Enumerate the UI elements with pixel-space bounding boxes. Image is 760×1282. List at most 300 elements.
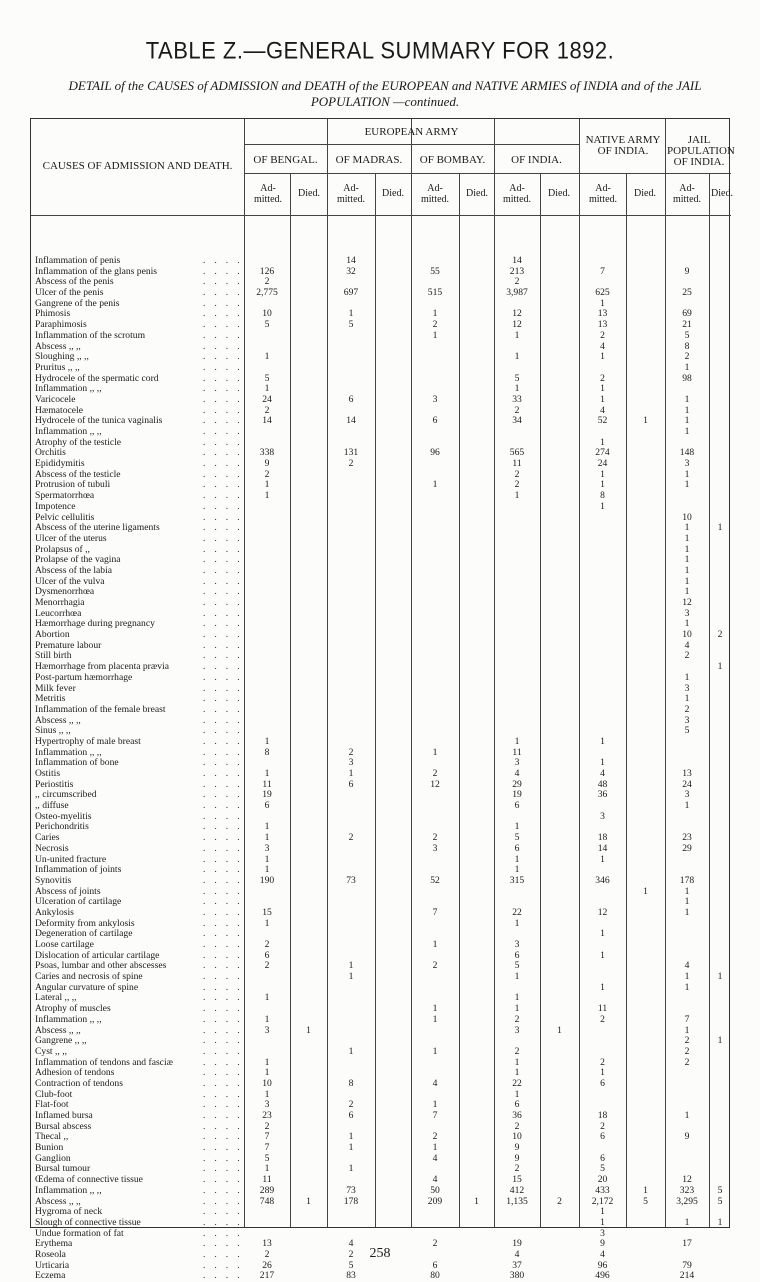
table-cell: 1 — [600, 1206, 605, 1218]
table-row — [31, 1271, 731, 1282]
table-cell: 2 — [684, 703, 690, 715]
leader-dots: .... — [203, 650, 249, 662]
table-cell: 1 — [514, 971, 520, 983]
cause-label: Abscess ,, ,, — [35, 340, 81, 352]
table-cell: 2 — [514, 1045, 520, 1057]
causes-header: CAUSES OF ADMISSION AND DEATH. — [42, 160, 233, 172]
table-cell: 5 — [264, 319, 270, 331]
table-cell: 1 — [264, 383, 270, 395]
table-row — [31, 1261, 731, 1272]
table-cell: 3 — [264, 842, 270, 854]
cause-label: Loose cartilage — [35, 939, 94, 950]
table-cell: 1 — [348, 960, 354, 972]
cause-label: Abscess of the labia — [35, 564, 112, 576]
cause-label: Milk fever — [35, 682, 76, 694]
leader-dots: .... — [203, 1216, 249, 1228]
table-cell: 7 — [264, 1142, 270, 1154]
leader-dots: .... — [203, 703, 249, 715]
table-cell: 1 — [684, 906, 690, 918]
table-row — [31, 1122, 731, 1133]
cause-label: Inflammation of the female breast — [35, 703, 166, 715]
table-body — [31, 256, 731, 1282]
table-cell: 274 — [595, 447, 610, 459]
table-row — [31, 919, 731, 930]
cause-label: Caries and necrosis of spine — [35, 971, 143, 983]
table-cell: 289 — [259, 1184, 275, 1196]
leader-dots: .... — [203, 618, 249, 630]
cause-label: Urticaria — [35, 1259, 70, 1271]
table-cell: 1 — [264, 1013, 270, 1025]
table-cell: 1 — [643, 885, 648, 897]
table-row — [31, 1186, 731, 1197]
table-cell: 1 — [684, 885, 690, 897]
table-cell: 7 — [600, 265, 605, 277]
cause-label: Spermatorrhœa — [35, 490, 95, 502]
cause-label: Metritis — [35, 693, 66, 705]
leader-dots: .... — [203, 522, 249, 534]
cause-label: Gangrene of the penis — [35, 297, 120, 309]
cause-label: Menorrhagia — [35, 597, 85, 608]
leader-dots: .... — [203, 447, 249, 459]
table-cell: 1 — [432, 1099, 438, 1111]
leader-dots: .... — [203, 1227, 249, 1239]
table-row — [31, 448, 731, 459]
table-cell: 1 — [684, 971, 690, 983]
table-cell: 2 — [432, 832, 438, 844]
table-cell: 19 — [262, 789, 272, 801]
leader-dots: .... — [203, 1003, 249, 1015]
table-row — [31, 769, 731, 780]
table-cell: 1 — [514, 992, 520, 1004]
table-cell: 338 — [259, 447, 275, 459]
leader-dots: .... — [203, 586, 249, 598]
leader-dots: .... — [203, 1024, 249, 1036]
table-row — [31, 395, 731, 406]
leader-dots: .... — [203, 746, 249, 758]
cause-label: Thecal ,, — [35, 1131, 69, 1143]
leader-dots: .... — [203, 639, 249, 651]
table-cell: 12 — [597, 906, 608, 918]
table-cell: 1 — [684, 361, 690, 373]
leader-dots: .... — [203, 287, 249, 299]
table-row — [31, 993, 731, 1004]
leader-dots: .... — [203, 297, 249, 309]
page-title: TABLE Z.—GENERAL SUMMARY FOR 1892. — [145, 36, 615, 65]
cause-label: Angular curvature of spine — [35, 981, 139, 993]
cause-label: Deformity from ankylosis — [35, 917, 135, 929]
leader-dots: .... — [203, 992, 249, 1004]
table-cell: 18 — [597, 1110, 608, 1121]
table-row — [31, 929, 731, 940]
cause-label: Premature labour — [35, 639, 102, 651]
table-cell: 15 — [262, 906, 272, 918]
table-cell: 6 — [348, 1110, 354, 1121]
table-cell: 1 — [348, 971, 354, 983]
table-cell: 4 — [514, 1248, 520, 1260]
table-cell: 4 — [600, 340, 605, 352]
table-cell: 1 — [264, 1163, 270, 1175]
table-row — [31, 331, 731, 342]
table-cell: 1 — [600, 1067, 605, 1079]
table-row — [31, 1090, 731, 1101]
died-header: Died. — [548, 188, 570, 199]
table-row — [31, 833, 731, 844]
table-cell: 96 — [430, 447, 440, 459]
leader-dots: .... — [203, 1184, 249, 1196]
table-row — [31, 459, 731, 470]
table-cell: 23 — [682, 832, 692, 844]
table-row — [31, 416, 731, 427]
table-row — [31, 876, 731, 887]
table-cell: 2 — [348, 1248, 354, 1260]
leader-dots: .... — [203, 532, 249, 544]
leader-dots: .... — [203, 1067, 249, 1079]
table-row — [31, 897, 731, 908]
table-row — [31, 844, 731, 855]
table-cell: 148 — [679, 447, 695, 459]
table-cell: 1 — [264, 768, 270, 779]
table-cell: 1 — [600, 500, 605, 512]
table-cell: 9 — [684, 1131, 690, 1143]
table-row — [31, 1229, 731, 1240]
cause-label: Atrophy of muscles — [35, 1003, 111, 1015]
table-row — [31, 673, 731, 684]
table-cell: 2 — [514, 276, 520, 288]
table-cell: 1 — [684, 479, 690, 491]
table-cell: 1 — [600, 949, 605, 961]
table-cell: 565 — [509, 447, 525, 459]
cause-label: Bunion — [35, 1142, 64, 1154]
table-cell: 2 — [684, 1056, 690, 1068]
table-cell: 4 — [432, 1174, 438, 1186]
table-cell: 1 — [348, 768, 354, 779]
leader-dots: .... — [203, 714, 249, 726]
table-cell: 1 — [600, 436, 605, 448]
native-army-header: NATIVE ARMY OF INDIA. — [585, 134, 661, 157]
table-cell: 1 — [432, 939, 438, 950]
table-cell: 2 — [557, 1195, 562, 1207]
european-army-header: EUROPEAN ARMY — [364, 126, 459, 138]
leader-dots: .... — [203, 607, 249, 619]
table-cell: 1 — [432, 746, 438, 758]
table-cell: 496 — [595, 1270, 610, 1282]
leader-dots: .... — [203, 960, 249, 972]
cause-label: Inflammation ,, ,, — [35, 1013, 102, 1025]
cause-label: Prolapse of the vagina — [35, 554, 121, 566]
cause-label: Contraction of tendons — [35, 1077, 123, 1089]
table-row — [31, 855, 731, 866]
table-cell: 25 — [682, 287, 692, 299]
table-cell: 1 — [432, 1045, 438, 1057]
cause-label: Ulcer of the vulva — [35, 575, 105, 587]
cause-label: Epididymitis — [35, 458, 85, 470]
table-cell: 9 — [514, 1152, 520, 1164]
table-cell: 6 — [432, 415, 438, 427]
leader-dots: .... — [203, 415, 249, 427]
table-row — [31, 865, 731, 876]
table-cell: 1 — [600, 479, 605, 491]
cause-label: Synovitis — [35, 874, 72, 886]
table-cell: 3 — [684, 714, 690, 726]
cause-label: Phimosis — [35, 308, 71, 320]
died-header: Died. — [298, 188, 320, 199]
cause-label: Ulceration of cartilage — [35, 896, 122, 908]
leader-dots: .... — [203, 1110, 249, 1121]
table-row — [31, 598, 731, 609]
table-cell: 12 — [512, 308, 522, 320]
table-row — [31, 822, 731, 833]
table-row — [31, 1132, 731, 1143]
table-cell: 3 — [514, 757, 520, 769]
table-cell: 8 — [600, 490, 605, 502]
leader-dots: .... — [203, 906, 249, 918]
table-cell: 13 — [682, 768, 692, 779]
table-cell: 1 — [643, 1184, 648, 1196]
leader-dots: .... — [203, 725, 249, 737]
table-row — [31, 374, 731, 385]
table-cell: 4 — [348, 1238, 354, 1250]
table-cell: 6 — [432, 1259, 438, 1271]
table-row — [31, 1100, 731, 1111]
cause-label: Inflammation ,, ,, — [35, 426, 102, 437]
leader-dots: .... — [203, 1259, 249, 1271]
table-cell: 2 — [600, 372, 605, 384]
table-cell: 1 — [264, 832, 270, 844]
table-row — [31, 267, 731, 278]
table-cell: 1 — [432, 329, 438, 341]
table-cell: 1 — [514, 917, 520, 929]
table-cell: 9 — [264, 458, 270, 470]
cause-label: Adhesion of tendons — [35, 1067, 115, 1079]
leader-dots: .... — [203, 682, 249, 694]
leader-dots: .... — [203, 1174, 249, 1186]
table-cell: 1 — [264, 735, 270, 747]
table-cell: 11 — [512, 458, 522, 470]
cause-label: Bursal abscess — [35, 1120, 92, 1132]
table-cell: 2 — [264, 1248, 270, 1260]
bengal-header: OF BENGAL. — [253, 154, 318, 166]
table-cell: 12 — [682, 1174, 692, 1186]
table-row — [31, 427, 731, 438]
table-cell: 8 — [264, 746, 270, 758]
table-cell: 1 — [600, 297, 605, 309]
leader-dots: .... — [203, 1045, 249, 1057]
leader-dots: .... — [203, 917, 249, 929]
leader-dots: .... — [203, 874, 249, 886]
table-row — [31, 684, 731, 695]
table-row — [31, 1026, 731, 1037]
table-cell: 2 — [264, 960, 270, 972]
table-cell: 323 — [679, 1184, 695, 1196]
table-cell: 55 — [430, 265, 440, 277]
leader-dots: .... — [203, 1142, 249, 1154]
leader-dots: .... — [203, 458, 249, 470]
table-cell: 15 — [512, 1174, 522, 1186]
table-cell: 4 — [684, 960, 690, 972]
admitted-header: Ad-mitted. — [420, 183, 450, 205]
leader-dots: .... — [203, 1131, 249, 1143]
table-row — [31, 299, 731, 310]
table-cell: 1 — [514, 864, 520, 876]
cause-label: ,, circumscribed — [35, 789, 97, 801]
cause-label: Inflammation ,, ,, — [35, 746, 102, 758]
table-row — [31, 812, 731, 823]
table-cell: 1 — [717, 661, 723, 673]
cause-label: Slough of connective tissue — [35, 1216, 141, 1228]
table-cell: 98 — [682, 372, 692, 384]
cause-label: Hypertrophy of male breast — [35, 735, 141, 747]
table-row — [31, 566, 731, 577]
cause-label: Ulcer of the penis — [35, 287, 104, 299]
table-row — [31, 630, 731, 641]
table-cell: 11 — [262, 778, 272, 790]
table-cell: 1 — [600, 853, 605, 865]
table-cell: 315 — [509, 874, 525, 886]
table-cell: 346 — [595, 874, 610, 886]
table-cell: 7 — [432, 906, 438, 918]
leader-dots: .... — [203, 351, 249, 363]
leader-dots: .... — [203, 1120, 249, 1132]
table-cell: 3 — [432, 842, 438, 854]
table-row — [31, 619, 731, 630]
table-cell: 52 — [430, 874, 440, 886]
table-row — [31, 1058, 731, 1069]
table-cell: 10 — [512, 1131, 522, 1143]
cause-label: Eczema — [35, 1270, 66, 1282]
leader-dots: .... — [203, 554, 249, 566]
table-cell: 1 — [348, 308, 354, 320]
table-cell: 6 — [264, 800, 270, 812]
india-header: OF INDIA. — [511, 154, 562, 166]
table-row — [31, 780, 731, 791]
leader-dots: .... — [203, 329, 249, 341]
table-cell: 2 — [514, 479, 520, 491]
cause-label: Inflammation of penis — [35, 255, 121, 266]
leader-dots: .... — [203, 778, 249, 790]
table-cell: 1 — [717, 1035, 723, 1047]
table-cell: 50 — [430, 1184, 440, 1196]
cause-label: Orchitis — [35, 447, 66, 459]
table-cell: 131 — [343, 447, 359, 459]
leader-dots: .... — [203, 757, 249, 769]
table-row — [31, 470, 731, 481]
table-cell: 2 — [264, 468, 270, 480]
leader-dots: .... — [203, 468, 249, 480]
table-cell: 3 — [348, 757, 354, 769]
table-cell: 2 — [264, 276, 270, 288]
table-cell: 126 — [259, 265, 275, 277]
table-subtitle: DETAIL of the CAUSES of ADMISSION and DEATH of the EUROPEAN and NATIVE ARMIES of INDIA and of the JAIL POPULATION —continued. — [68, 78, 702, 109]
cause-label: Erythema — [35, 1238, 73, 1250]
table-cell: 1 — [514, 853, 520, 865]
cause-label: Gangrene ,, ,, — [35, 1035, 87, 1047]
table-cell: 2 — [432, 1238, 438, 1250]
cause-label: Perichondritis — [35, 821, 89, 833]
table-cell: 1 — [600, 735, 605, 747]
cause-label: Hæmorrhage during pregnancy — [35, 618, 155, 630]
table-cell: 73 — [346, 1184, 356, 1196]
leader-dots: .... — [203, 629, 249, 641]
cause-label: Dislocation of articular cartilage — [35, 949, 160, 961]
table-row — [31, 1004, 731, 1015]
table-cell: 1 — [600, 1216, 605, 1228]
leader-dots: .... — [203, 308, 249, 320]
table-cell: 1 — [432, 1003, 438, 1015]
table-cell: 10 — [262, 1077, 272, 1089]
table-cell: 1 — [348, 1142, 354, 1154]
table-cell: 13 — [262, 1238, 272, 1250]
table-cell: 4 — [600, 404, 605, 416]
table-row — [31, 662, 731, 673]
table-cell: 24 — [262, 393, 272, 405]
table-row — [31, 342, 731, 353]
cause-label: Abortion — [35, 629, 70, 641]
leader-dots: .... — [203, 1013, 249, 1025]
cause-label: Ganglion — [35, 1152, 71, 1164]
table-cell: 3 — [264, 1024, 270, 1036]
table-cell: 2 — [348, 746, 354, 758]
leader-dots: .... — [203, 821, 249, 833]
leader-dots: .... — [203, 276, 249, 288]
table-cell: 3 — [684, 458, 690, 470]
table-row — [31, 887, 731, 898]
table-cell: 23 — [262, 1110, 272, 1121]
table-cell: 1 — [348, 1045, 354, 1057]
table-cell: 1 — [600, 393, 605, 405]
leader-dots: .... — [203, 971, 249, 983]
table-cell: 1 — [717, 971, 723, 983]
cause-label: Ostitis — [35, 768, 61, 779]
table-cell: 6 — [600, 1077, 605, 1089]
leader-dots: .... — [203, 1099, 249, 1111]
table-row — [31, 801, 731, 812]
leader-dots: .... — [203, 768, 249, 779]
cause-label: Inflammation ,, ,, — [35, 383, 102, 395]
leader-dots: .... — [203, 810, 249, 822]
table-row — [31, 737, 731, 748]
table-cell: 21 — [682, 319, 692, 331]
table-cell: 190 — [259, 874, 275, 886]
cause-label: Inflammation of joints — [35, 864, 122, 876]
table-row — [31, 523, 731, 534]
table-cell: 2 — [684, 1035, 690, 1047]
leader-dots: .... — [203, 436, 249, 448]
cause-label: Inflammation of tendons and fasciæ — [35, 1056, 174, 1068]
table-cell: 24 — [597, 458, 608, 470]
table-cell: 2 — [514, 1163, 520, 1175]
table-cell: 33 — [512, 393, 522, 405]
cause-label: Degeneration of cartilage — [35, 928, 133, 940]
table-cell: 3 — [684, 682, 690, 694]
table-cell: 2 — [432, 1131, 438, 1143]
table-cell: 2 — [264, 404, 270, 416]
table-row — [31, 705, 731, 716]
table-cell: 7 — [684, 1013, 690, 1025]
cause-label: Impotence — [35, 500, 76, 512]
table-row — [31, 555, 731, 566]
leader-dots: .... — [203, 575, 249, 587]
table-cell: 1 — [264, 853, 270, 865]
leader-dots: .... — [203, 1152, 249, 1164]
table-cell: 1 — [432, 308, 438, 320]
admitted-header: Ad-mitted. — [588, 183, 618, 205]
table-row — [31, 748, 731, 759]
leader-dots: .... — [203, 340, 249, 352]
table-cell: 22 — [512, 906, 522, 918]
leader-dots: .... — [203, 853, 249, 865]
table-cell: 48 — [597, 778, 608, 790]
table-cell: 1 — [684, 404, 690, 416]
